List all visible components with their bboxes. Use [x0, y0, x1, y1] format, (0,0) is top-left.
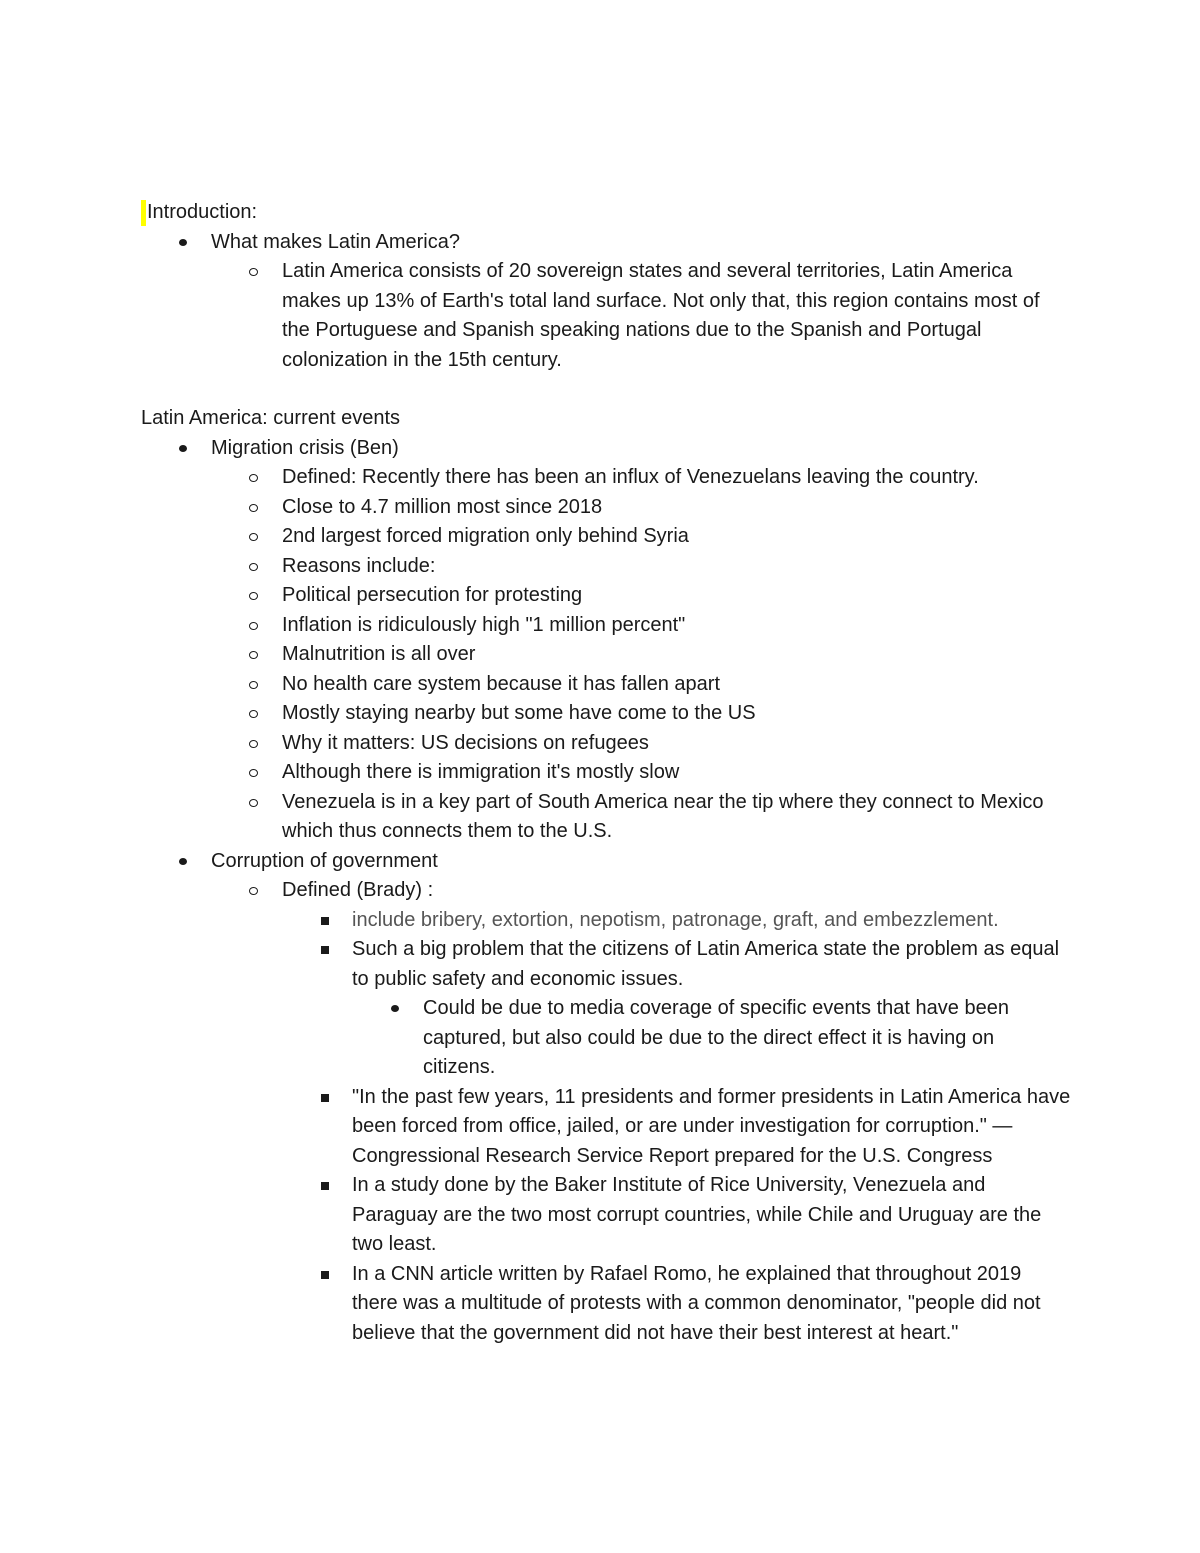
bullet-circle-icon [246, 611, 266, 641]
list-item: Why it matters: US decisions on refugees [141, 729, 1071, 759]
list-item: Malnutrition is all over [141, 640, 1071, 670]
bullet-circle-icon [246, 493, 266, 523]
list-item: Mostly staying nearby but some have come to the US [141, 699, 1071, 729]
list-item: "In the past few years, 11 presidents and former presidents in Latin America have been forced from office, jailed, or are under investigation for corruption." —Congressional Research Service Report prepared for the U.S. Congress [141, 1083, 1071, 1172]
list-item: Could be due to media coverage of specific events that have been captured, but also could be due to the direct effect it is having on citizens. [141, 994, 1071, 1083]
bullet-circle-icon [246, 257, 266, 287]
list-item: Reasons include: [141, 552, 1071, 582]
bullet-circle-icon [246, 640, 266, 670]
spacer [141, 375, 1071, 404]
bullet-disc-icon [175, 228, 195, 258]
bullet-disc-icon [387, 994, 407, 1024]
bullet-circle-icon [246, 522, 266, 552]
list-item: Although there is immigration it's mostly slow [141, 758, 1071, 788]
bullet-circle-icon [246, 581, 266, 611]
list-item: In a study done by the Baker Institute of Rice University, Venezuela and Paraguay are the two most corrupt countries, while Chile and Uruguay are the two least. [141, 1171, 1071, 1260]
bullet-circle-icon [246, 876, 266, 906]
intro-heading-text: Introduction: [147, 201, 258, 223]
intro-heading [141, 198, 1071, 228]
bullet-circle-icon [246, 670, 266, 700]
bullet-circle-icon [246, 758, 266, 788]
list-item: Political persecution for protesting [141, 581, 1071, 611]
current-events-list [141, 434, 1071, 1349]
bullet-circle-icon [246, 463, 266, 493]
list-item: Defined (Brady) : [141, 876, 1071, 906]
bullet-circle-icon [246, 552, 266, 582]
bullet-square-icon [317, 1083, 337, 1113]
bullet-circle-icon [246, 699, 266, 729]
bullet-disc-icon [175, 847, 195, 877]
bullet-square-icon [317, 935, 337, 965]
text-cursor-highlight [141, 200, 146, 226]
intro-list [141, 228, 1071, 376]
list-item: Defined: Recently there has been an influx of Venezuelans leaving the country. [141, 463, 1071, 493]
list-item: What makes Latin America? [141, 228, 1071, 258]
bullet-circle-icon [246, 788, 266, 818]
bullet-square-icon [317, 1171, 337, 1201]
bullet-square-icon [317, 906, 337, 936]
list-item: Venezuela is in a key part of South America near the tip where they connect to Mexico which thus connects them to the U.S. [141, 788, 1071, 847]
bullet-disc-icon [175, 434, 195, 464]
list-item: Migration crisis (Ben) [141, 434, 1071, 464]
list-item: Close to 4.7 million most since 2018 [141, 493, 1071, 523]
bullet-circle-icon [246, 729, 266, 759]
list-item: No health care system because it has fallen apart [141, 670, 1071, 700]
list-item: In a CNN article written by Rafael Romo, he explained that throughout 2019 there was a multitude of protests with a common denominator, "people did not believe that the government did not have their best interest at heart." [141, 1260, 1071, 1349]
list-item: Latin America consists of 20 sovereign states and several territories, Latin America makes up 13% of Earth's total land surface. Not only that, this region contains most of the Portuguese and Spanish speaking nations due to the Spanish and Portugal colonization in the 15th century. [141, 257, 1071, 375]
list-item: Inflation is ridiculously high "1 million percent" [141, 611, 1071, 641]
document-body [141, 198, 1071, 1348]
list-item: Such a big problem that the citizens of Latin America state the problem as equal to public safety and economic issues. [141, 935, 1071, 994]
list-item: include bribery, extortion, nepotism, patronage, graft, and embezzlement. [141, 906, 1071, 936]
list-item: 2nd largest forced migration only behind Syria [141, 522, 1071, 552]
bullet-square-icon [317, 1260, 337, 1290]
current-events-heading: Latin America: current events [141, 407, 401, 429]
list-item: Corruption of government [141, 847, 1071, 877]
